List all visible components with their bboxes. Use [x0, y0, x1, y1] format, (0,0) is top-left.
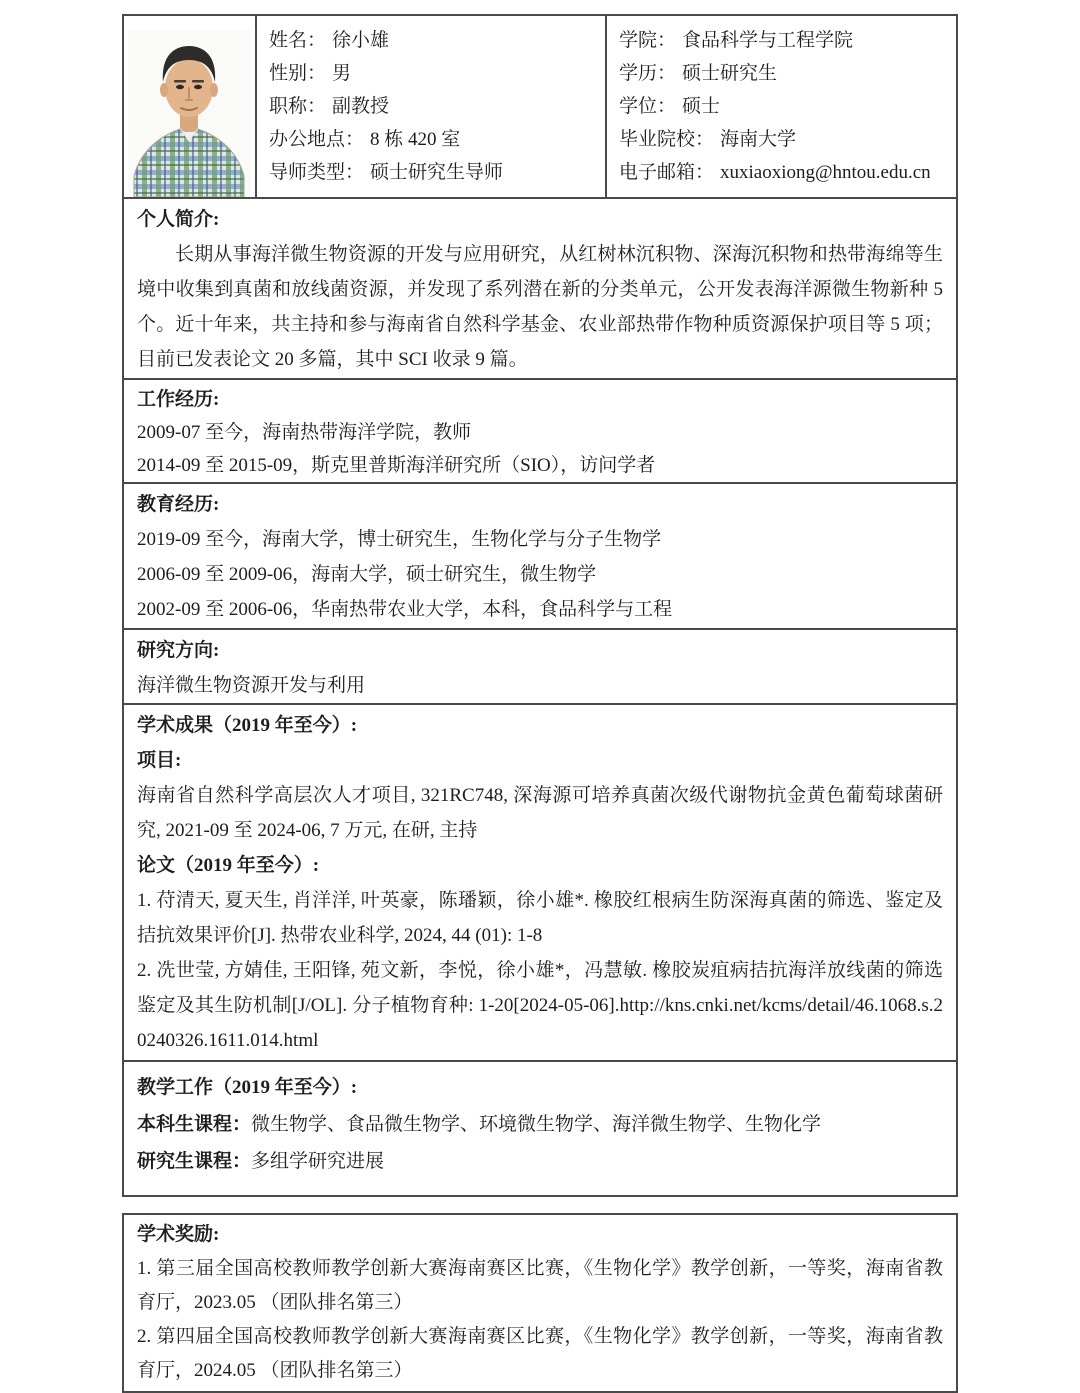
paper-item: 2. 冼世莹, 方婧佳, 王阳锋, 苑文新，李悦，徐小雄*，冯慧敏. 橡胶炭疽病拮抗海洋放线菌的筛选鉴定及其生防机制[J/OL]. 分子植物育种: 1-20[2024-05-06].http://kns.cnki.net/kcms/detail/46.1068.s.20240326.1611.014.html	[137, 960, 943, 1051]
section-academic-achievements-title: 学术成果（2019 年至今）:	[137, 715, 358, 736]
field-graduate-school-label: 毕业院校：	[619, 129, 715, 150]
section-academic-achievements	[124, 703, 956, 1060]
field-gender-value: 男	[332, 63, 352, 84]
projects-subtitle: 项目:	[137, 750, 182, 771]
section-research-direction	[124, 628, 956, 703]
field-title	[269, 90, 605, 123]
section-education-history-title: 教育经历:	[137, 494, 220, 515]
field-degree-label: 学位：	[619, 96, 677, 117]
field-college-value: 食品科学与工程学院	[682, 30, 854, 51]
section-research-direction-title: 研究方向:	[137, 640, 220, 661]
field-email	[619, 156, 956, 189]
table-gap	[122, 1197, 958, 1213]
field-college-label: 学院：	[619, 30, 677, 51]
award-item: 2. 第四届全国高校教师教学创新大赛海南赛区比赛，《生物化学》教学创新，一等奖，海南省教育厅，2024.05 （团队排名第三）	[137, 1326, 943, 1381]
field-name-value: 徐小雄	[332, 30, 390, 51]
field-graduate-school-value: 海南大学	[720, 129, 797, 150]
field-office-value: 8 栋 420 室	[370, 129, 461, 150]
field-gender-label: 性别：	[269, 63, 327, 84]
field-education-level-label: 学历：	[619, 63, 677, 84]
section-work-experience-title: 工作经历:	[137, 389, 220, 410]
faculty-profile-document	[122, 14, 958, 1393]
section-teaching-work	[124, 1060, 956, 1195]
section-work-experience	[124, 378, 956, 482]
basic-info-right-column	[607, 16, 956, 197]
graduate-courses-row	[137, 1143, 943, 1180]
portrait-photo	[128, 30, 251, 197]
research-direction-item: 海洋微生物资源开发与利用	[137, 675, 366, 696]
undergrad-courses-value: 微生物学、食品微生物学、环境微生物学、海洋微生物学、生物化学	[251, 1114, 822, 1135]
section-academic-awards-title: 学术奖励:	[137, 1224, 220, 1245]
award-item: 1. 第三届全国高校教师教学创新大赛海南赛区比赛，《生物化学》教学创新，一等奖，海南省教育厅，2023.05 （团队排名第三）	[137, 1258, 943, 1313]
work-experience-item: 2009-07 至今，海南热带海洋学院，教师	[137, 422, 472, 443]
field-email-value: xuxiaoxiong@hntou.edu.cn	[720, 162, 931, 183]
section-personal-intro-title: 个人简介:	[137, 209, 220, 230]
field-degree	[619, 90, 956, 123]
section-academic-awards	[122, 1213, 958, 1393]
education-history-item: 2019-09 至今，海南大学，博士研究生，生物化学与分子生物学	[137, 529, 662, 550]
profile-table	[122, 14, 958, 1197]
undergrad-courses-label: 本科生课程：	[137, 1114, 252, 1135]
field-email-label: 电子邮箱：	[619, 162, 715, 183]
personal-intro-paragraph: 长期从事海洋微生物资源的开发与应用研究，从红树林沉积物、深海沉积物和热带海绵等生境中收集到真菌和放线菌资源，并发现了系列潜在新的分类单元，公开发表海洋源微生物新种 5 个。近十年来，共主持和参与海南省自然科学基金、农业部热带作物种质资源保护项目等 5 项；目前已发表论文 20 多篇，其中 SCI 收录 9 篇。	[137, 244, 943, 370]
field-name-label: 姓名：	[269, 30, 327, 51]
section-personal-intro	[124, 197, 956, 378]
project-item: 海南省自然科学高层次人才项目, 321RC748, 深海源可培养真菌次级代谢物抗金黄色葡萄球菌研究, 2021-09 至 2024-06, 7 万元, 在研, 主持	[137, 785, 943, 841]
paper-item: 1. 苻清天, 夏天生, 肖洋洋, 叶英豪，陈璠颖，徐小雄*. 橡胶红根病生防深海真菌的筛选、鉴定及拮抗效果评价[J]. 热带农业科学, 2024, 44 (01): 1-8	[137, 890, 943, 946]
field-graduate-school	[619, 123, 956, 156]
field-gender	[269, 57, 605, 90]
field-office-label: 办公地点：	[269, 129, 365, 150]
work-experience-item: 2014-09 至 2015-09，斯克里普斯海洋研究所（SIO），访问学者	[137, 455, 656, 476]
field-education-level-value: 硕士研究生	[682, 63, 778, 84]
field-education-level	[619, 57, 956, 90]
graduate-courses-label: 研究生课程：	[137, 1151, 252, 1172]
undergrad-courses-row	[137, 1106, 943, 1143]
papers-subtitle: 论文（2019 年至今）:	[137, 855, 320, 876]
field-advisor-type	[269, 156, 605, 189]
basic-info-left-column	[257, 16, 607, 197]
basic-info-row	[124, 16, 956, 197]
field-title-value: 副教授	[332, 96, 390, 117]
education-history-item: 2002-09 至 2006-06，华南热带农业大学，本科，食品科学与工程	[137, 599, 673, 620]
field-office	[269, 123, 605, 156]
education-history-item: 2006-09 至 2009-06，海南大学，硕士研究生，微生物学	[137, 564, 597, 585]
field-advisor-type-value: 硕士研究生导师	[370, 162, 504, 183]
field-advisor-type-label: 导师类型：	[269, 162, 365, 183]
section-education-history	[124, 482, 956, 628]
section-teaching-work-title: 教学工作（2019 年至今）:	[137, 1077, 358, 1098]
field-name	[269, 24, 605, 57]
field-title-label: 职称：	[269, 96, 327, 117]
field-college	[619, 24, 956, 57]
graduate-courses-value: 多组学研究进展	[251, 1151, 385, 1172]
photo-cell	[124, 16, 257, 197]
field-degree-value: 硕士	[682, 96, 721, 117]
